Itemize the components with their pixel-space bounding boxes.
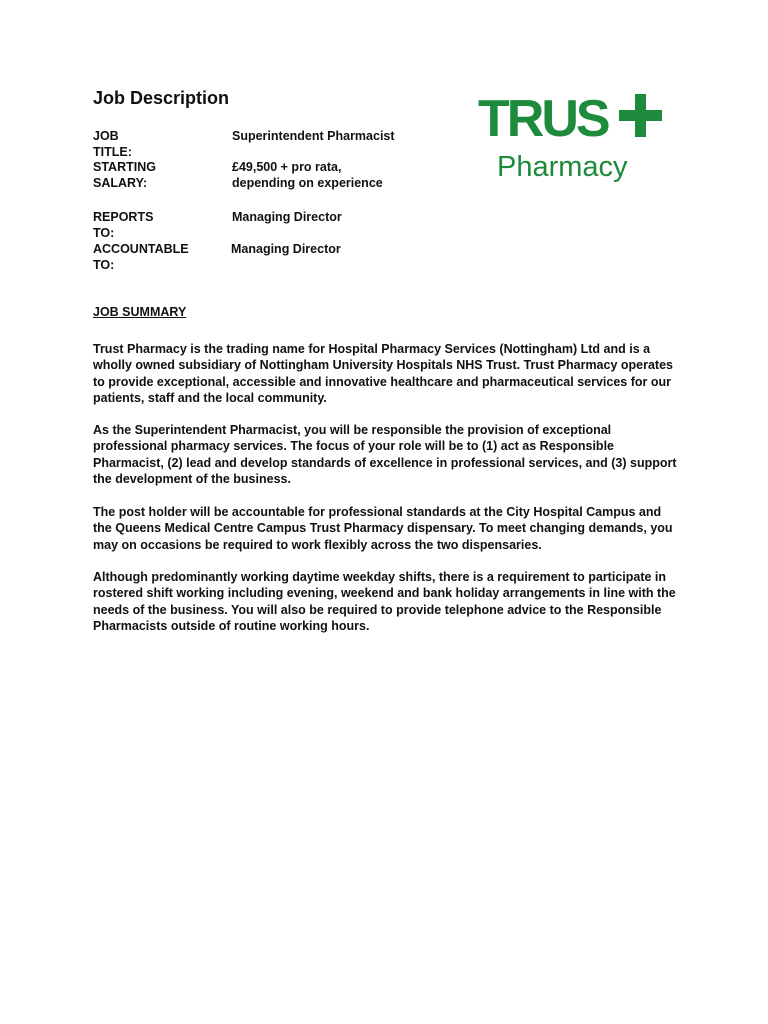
field-label: REPORTS TO:	[93, 210, 154, 240]
field-value-line: £49,500 + pro rata,	[232, 160, 342, 174]
summary-paragraph: The post holder will be accountable for professional standards at the City Hospital Campus and the Queens Medical Centre Campus Trust Pharmacy dispensary. To meet changing demands, you may on occasions be required to work flexibly across the two dispensaries.	[93, 505, 673, 552]
trust-pharmacy-logo	[476, 88, 666, 183]
logo-top-text: TRUS	[478, 90, 608, 148]
logo-bottom-text: Pharmacy	[497, 151, 628, 183]
plus-cross-icon	[619, 94, 662, 137]
field-value-line: Superintendent Pharmacist	[232, 129, 395, 143]
field-value	[232, 209, 462, 225]
field-value	[232, 159, 462, 191]
job-summary-heading: JOB SUMMARY	[93, 305, 187, 319]
field-value	[231, 241, 461, 257]
summary-paragraph: As the Superintendent Pharmacist, you will be responsible the provision of exceptional professional pharmacy services. The focus of your role will be to (1) act as Responsible Pharmacist, (2) lead and develop standards of excellence in professional services, and (3) support the development of the business.	[93, 423, 677, 486]
field-label: ACCOUNTABLE TO:	[93, 242, 189, 272]
summary-paragraph: Trust Pharmacy is the trading name for Hospital Pharmacy Services (Nottingham) Ltd and is a wholly owned subsidiary of Nottingham University Hospitals NHS Trust. Trust Pharmacy operates to provide exceptional, accessible and innovative healthcare and pharmaceutical services for our patients, staff and the local community.	[93, 342, 673, 405]
summary-paragraph: Although predominantly working daytime weekday shifts, there is a requirement to participate in rostered shift working including evening, weekend and bank holiday arrangements in line with the needs of the business. You will also be required to provide telephone advice to the Responsible Pharmacists outside of routine working hours.	[93, 570, 676, 633]
field-value-line: Managing Director	[231, 242, 341, 256]
field-value	[232, 128, 462, 144]
field-label: JOB TITLE:	[93, 129, 132, 159]
field-label: STARTING SALARY:	[93, 160, 156, 190]
field-value-line: depending on experience	[232, 176, 383, 190]
field-value-line: Managing Director	[232, 210, 342, 224]
document-title: Job Description	[93, 88, 230, 108]
